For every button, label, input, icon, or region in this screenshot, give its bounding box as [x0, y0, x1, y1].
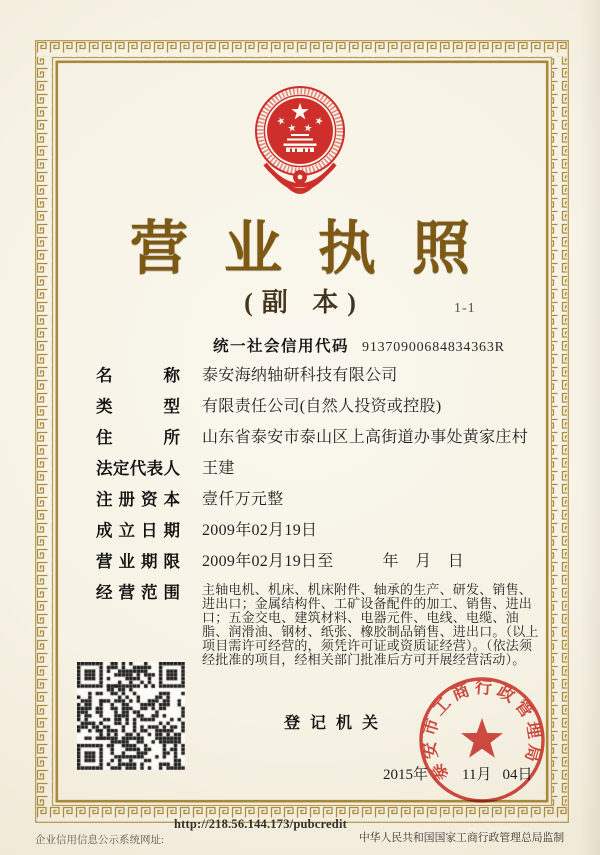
field-value: 王建: [202, 460, 235, 477]
credit-code-value: 91370900684834363R: [362, 340, 505, 355]
field-value: 山东省泰安市泰山区上高街道办事处黄家庄村: [202, 429, 529, 446]
field-label: 名称: [96, 367, 180, 385]
seal-text: 泰安市工商行政管理局: [419, 677, 545, 785]
fields-list: [96, 366, 548, 677]
national-emblem-icon: [252, 76, 348, 200]
footer-public-credit-url: http://218.56.144.173/pubcredit: [174, 817, 347, 831]
field-value: 主轴电机、机床、机床附件、轴承的生产、研发、销售、进出口；金属结构件、工矿设备配件的加工、销售、进出口；五金交电、建筑材料、电器元件、电线、电缆、油脂、润滑油、钢材、纸张、橡胶制品销售、进出口。（以上项目需许可经营的，须凭许可证或资质证经营）。（依法须经批准的项目，经相关部门批准后方可开展经营活动）。: [202, 582, 539, 667]
field-value: 泰安海纳轴研科技有限公司: [202, 367, 398, 384]
official-red-seal-icon: [414, 672, 550, 808]
field-row: [96, 366, 548, 386]
field-value: 有限责任公司(自然人投资或控股): [202, 398, 442, 415]
footer-issuer-label: 中华人民共和国国家工商行政管理总局监制: [359, 832, 565, 844]
field-label: 成立日期: [96, 522, 180, 540]
field-label: 法定代表人: [96, 460, 180, 478]
field-value: 2009年02月19日至 年 月 日: [202, 553, 465, 570]
field-row: [96, 521, 548, 541]
field-row: [96, 459, 548, 479]
scan-edge-shadow: [580, 0, 600, 855]
field-label: 营业期限: [96, 553, 180, 571]
field-row: [96, 490, 548, 510]
qr-code: [77, 662, 185, 770]
credit-code-line: [213, 334, 505, 356]
field-row: [96, 428, 548, 448]
field-label: 注册资本: [96, 491, 180, 509]
issue-date-day: 04日: [502, 767, 533, 783]
field-row: [96, 397, 548, 417]
field-value: 壹仟万元整: [202, 491, 284, 508]
issue-date-year: 2015年: [383, 767, 429, 783]
issue-date-month: 11月: [462, 767, 492, 783]
field-value: 2009年02月19日: [202, 522, 318, 539]
credit-code-label: 统一社会信用代码: [213, 338, 350, 355]
license-subtitle-duplicate: (副 本): [244, 288, 365, 317]
field-label: 经营范围: [96, 584, 180, 602]
field-row: [96, 583, 548, 666]
field-row: [96, 552, 548, 572]
footer-site-label: 企业信用信息公示系统网址:: [35, 835, 164, 846]
seal-star: [461, 718, 503, 758]
field-label: 类型: [96, 398, 180, 416]
registration-authority-label: 登记机关: [284, 715, 389, 732]
copy-number: 1-1: [454, 301, 476, 316]
license-title: 营业执照: [129, 216, 506, 281]
field-label: 住所: [96, 429, 180, 447]
